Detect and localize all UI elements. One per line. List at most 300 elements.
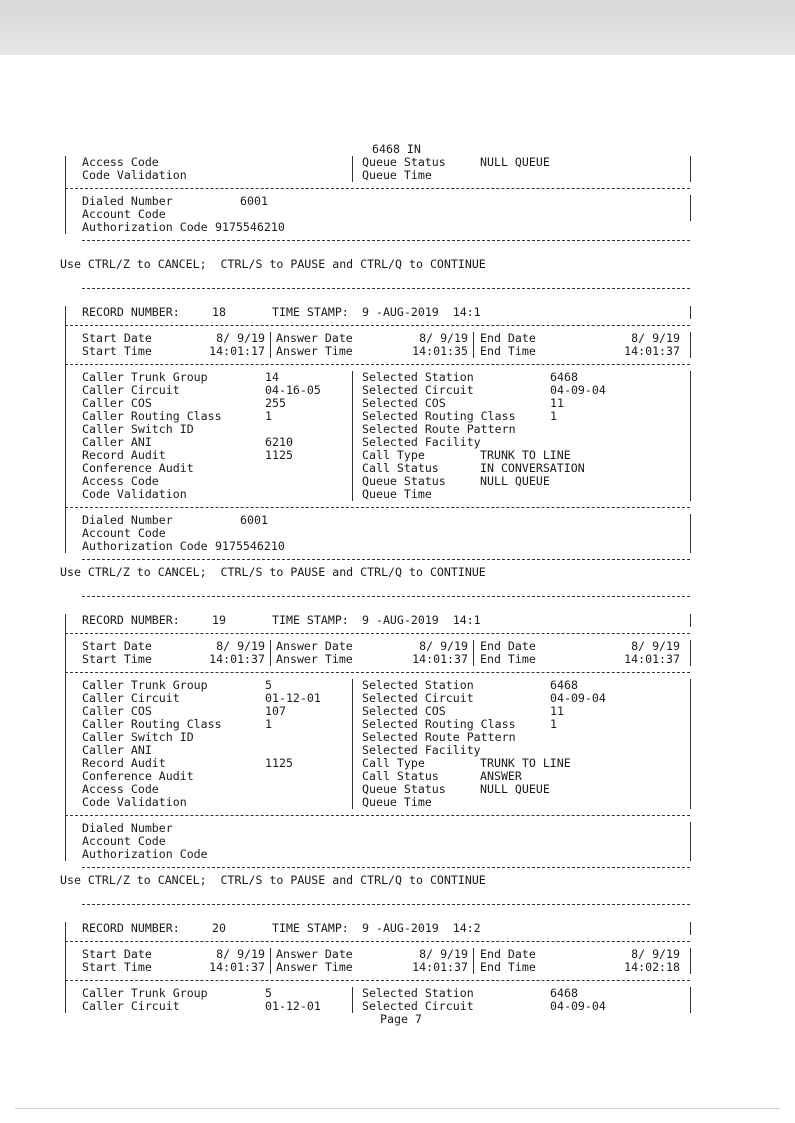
column-separator <box>65 744 66 757</box>
right-field-label: Selected Routing Class <box>362 717 516 731</box>
queue-status-label: Queue Status <box>362 155 446 169</box>
column-separator <box>352 475 353 488</box>
column-separator <box>65 922 66 935</box>
dashed-separator <box>65 672 690 673</box>
left-field-label: Caller Circuit <box>82 999 180 1013</box>
start-date-value: 8/ 9/19 <box>216 331 265 345</box>
blank-line <box>60 887 760 898</box>
right-field-label: Selected Facility <box>362 435 481 449</box>
column-separator <box>65 948 66 961</box>
column-separator <box>270 948 271 961</box>
column-separator <box>65 182 66 195</box>
left-field-label: Caller ANI <box>82 435 152 449</box>
queue-time-label: Queue Time <box>362 168 432 182</box>
column-separator <box>65 332 66 345</box>
right-field-label: Selected COS <box>362 396 446 410</box>
column-separator <box>473 961 474 974</box>
left-field-label: Code Validation <box>82 487 187 501</box>
column-separator <box>65 1000 66 1013</box>
column-separator <box>65 770 66 783</box>
left-field-label: Caller Switch ID <box>82 730 194 744</box>
dashed-separator <box>82 559 690 560</box>
dashed-separator <box>82 240 690 241</box>
answer-time-value: 14:01:37 <box>412 652 468 666</box>
column-separator <box>352 1000 353 1013</box>
time-stamp-value: 9 -AUG-2019 14:1 <box>362 613 481 627</box>
right-field-value: 04-09-04 <box>550 999 606 1013</box>
left-field-value: 255 <box>265 396 286 410</box>
answer-date-value: 8/ 9/19 <box>419 947 468 961</box>
end-time-label: End Time <box>480 652 536 666</box>
left-field-label: Caller Trunk Group <box>82 986 208 1000</box>
column-separator <box>690 614 691 627</box>
column-separator <box>690 961 691 974</box>
column-separator <box>352 757 353 770</box>
column-separator <box>65 961 66 974</box>
left-field-label: Conference Audit <box>82 769 194 783</box>
time-stamp-label: TIME STAMP: <box>272 613 349 627</box>
right-field-label: Call Status <box>362 461 439 475</box>
right-field-label: Queue Status <box>362 782 446 796</box>
end-time-label: End Time <box>480 960 536 974</box>
answer-time-label: Answer Time <box>276 960 353 974</box>
column-separator <box>65 488 66 501</box>
column-separator <box>690 744 691 757</box>
answer-time-value: 14:01:37 <box>412 960 468 974</box>
dashed-separator <box>65 941 690 942</box>
column-separator <box>352 796 353 809</box>
right-field-value: 6468 <box>550 986 578 1000</box>
left-field-label: Caller Circuit <box>82 383 180 397</box>
left-field-label: Caller COS <box>82 396 152 410</box>
end-date-label: End Date <box>480 331 536 345</box>
authorization-code-label: Authorization Code <box>82 220 208 234</box>
authorization-code-value: 9175546210 <box>215 539 285 553</box>
scan-top-band <box>0 0 795 55</box>
times-row <box>60 345 760 358</box>
column-separator <box>65 718 66 731</box>
left-field-label: Code Validation <box>82 795 187 809</box>
right-field-label: Queue Time <box>362 795 432 809</box>
column-separator <box>352 705 353 718</box>
start-date-value: 8/ 9/19 <box>216 639 265 653</box>
right-field-label: Selected Circuit <box>362 999 474 1013</box>
right-field-value: 04-09-04 <box>550 691 606 705</box>
dialed-number-label: Dialed Number <box>82 821 173 835</box>
queue-status-value: NULL QUEUE <box>480 155 550 169</box>
column-separator <box>473 653 474 666</box>
column-separator <box>473 345 474 358</box>
column-separator <box>65 462 66 475</box>
column-separator <box>690 692 691 705</box>
column-separator <box>65 705 66 718</box>
control-prompt <box>60 874 760 887</box>
column-separator <box>65 692 66 705</box>
dashed-separator <box>65 507 690 508</box>
column-separator <box>270 961 271 974</box>
right-field-value: 6468 <box>550 370 578 384</box>
column-separator <box>690 540 691 553</box>
column-separator <box>65 514 66 527</box>
right-field-label: Selected Station <box>362 678 474 692</box>
column-separator <box>352 436 353 449</box>
column-separator <box>690 705 691 718</box>
column-separator <box>65 666 66 679</box>
right-field-label: Selected Station <box>362 370 474 384</box>
column-separator <box>352 156 353 169</box>
column-separator <box>65 848 66 861</box>
column-separator <box>65 319 66 332</box>
start-date-label: Start Date <box>82 947 152 961</box>
column-separator <box>690 770 691 783</box>
column-separator <box>65 345 66 358</box>
column-separator <box>690 718 691 731</box>
right-field-label: Selected Facility <box>362 743 481 757</box>
column-separator <box>352 744 353 757</box>
time-stamp-label: TIME STAMP: <box>272 305 349 319</box>
column-separator <box>690 783 691 796</box>
left-field-value: 1 <box>265 409 272 423</box>
end-time-value: 14:01:37 <box>624 344 680 358</box>
answer-date-value: 8/ 9/19 <box>419 331 468 345</box>
dashed-rule <box>60 590 760 603</box>
answer-date-value: 8/ 9/19 <box>419 639 468 653</box>
scan-bottom-rule <box>15 1108 780 1109</box>
column-separator <box>690 345 691 358</box>
column-separator <box>690 987 691 1000</box>
column-separator <box>65 306 66 319</box>
column-separator <box>352 731 353 744</box>
authorization-row <box>60 848 760 861</box>
dashed-separator <box>65 325 690 326</box>
column-separator <box>65 371 66 384</box>
column-separator <box>65 169 66 182</box>
record-number-value: 20 <box>212 921 226 935</box>
column-separator <box>690 835 691 848</box>
dashed-separator <box>65 633 690 634</box>
right-field-value: IN CONVERSATION <box>480 461 585 475</box>
left-field-label: Caller Circuit <box>82 691 180 705</box>
column-separator <box>690 1000 691 1013</box>
record-header <box>60 614 760 627</box>
right-field-label: Selected Station <box>362 986 474 1000</box>
column-separator <box>65 358 66 371</box>
left-field-value: 6210 <box>265 435 293 449</box>
answer-date-label: Answer Date <box>276 947 353 961</box>
dashed-separator <box>65 980 690 981</box>
column-separator <box>65 475 66 488</box>
column-separator <box>690 822 691 835</box>
right-field-label: Queue Time <box>362 487 432 501</box>
start-time-value: 14:01:37 <box>209 652 265 666</box>
left-field-label: Caller Trunk Group <box>82 678 208 692</box>
column-separator <box>65 731 66 744</box>
column-separator <box>690 796 691 809</box>
left-field-value: 5 <box>265 678 272 692</box>
left-field-label: Caller ANI <box>82 743 152 757</box>
column-separator <box>690 488 691 501</box>
column-separator <box>690 948 691 961</box>
column-separator <box>65 221 66 234</box>
column-separator <box>690 410 691 423</box>
field-row <box>60 796 760 809</box>
column-separator <box>690 475 691 488</box>
times-row <box>60 961 760 974</box>
left-field-value: 14 <box>265 370 279 384</box>
right-field-label: Queue Status <box>362 474 446 488</box>
column-separator <box>65 757 66 770</box>
column-separator <box>690 653 691 666</box>
left-field-label: Caller Routing Class <box>82 409 222 423</box>
right-field-label: Selected COS <box>362 704 446 718</box>
column-separator <box>65 835 66 848</box>
column-separator <box>352 679 353 692</box>
left-field-label: Access Code <box>82 782 159 796</box>
right-field-value: TRUNK TO LINE <box>480 756 571 770</box>
station-in-value: 6468 IN <box>372 142 421 156</box>
dashed-separator <box>82 596 690 597</box>
column-separator <box>690 306 691 319</box>
left-field-label: Record Audit <box>82 756 166 770</box>
column-separator <box>690 384 691 397</box>
end-time-value: 14:02:18 <box>624 960 680 974</box>
column-separator <box>65 410 66 423</box>
dialed-number-value: 6001 <box>240 194 268 208</box>
control-prompt <box>60 258 760 271</box>
column-separator <box>65 974 66 987</box>
record-header <box>60 306 760 319</box>
column-separator <box>690 371 691 384</box>
left-field-label: Caller Switch ID <box>82 422 194 436</box>
right-field-value: 11 <box>550 704 564 718</box>
column-separator <box>65 208 66 221</box>
start-time-label: Start Time <box>82 344 152 358</box>
column-separator <box>65 195 66 208</box>
end-date-value: 8/ 9/19 <box>631 947 680 961</box>
left-field-value: 5 <box>265 986 272 1000</box>
left-field-label: Caller Routing Class <box>82 717 222 731</box>
end-time-value: 14:01:37 <box>624 652 680 666</box>
account-code-label: Account Code <box>82 526 166 540</box>
time-stamp-value: 9 -AUG-2019 14:1 <box>362 305 481 319</box>
column-separator <box>352 718 353 731</box>
column-separator <box>65 614 66 627</box>
column-separator <box>65 527 66 540</box>
column-separator <box>65 540 66 553</box>
left-field-value: 01-12-01 <box>265 999 321 1013</box>
record-number-label: RECORD NUMBER: <box>82 921 180 935</box>
column-separator <box>473 640 474 653</box>
column-separator <box>690 731 691 744</box>
column-separator <box>690 195 691 208</box>
column-separator <box>352 488 353 501</box>
column-separator <box>473 948 474 961</box>
authorization-code-label: Authorization Code <box>82 847 208 861</box>
dashed-rule <box>60 234 760 247</box>
start-date-value: 8/ 9/19 <box>216 947 265 961</box>
call-record-printout <box>60 143 760 1026</box>
record-number-label: RECORD NUMBER: <box>82 613 180 627</box>
column-separator <box>65 501 66 514</box>
dashed-separator <box>82 904 690 905</box>
code-validation-label: Code Validation <box>82 168 187 182</box>
column-separator <box>65 423 66 436</box>
column-separator <box>352 371 353 384</box>
column-separator <box>690 332 691 345</box>
start-date-label: Start Date <box>82 639 152 653</box>
column-separator <box>473 332 474 345</box>
column-separator <box>65 822 66 835</box>
right-field-label: Selected Route Pattern <box>362 422 516 436</box>
end-date-label: End Date <box>480 947 536 961</box>
column-separator <box>65 987 66 1000</box>
column-separator <box>65 627 66 640</box>
authorization-row <box>60 221 760 234</box>
column-separator <box>352 692 353 705</box>
dialed-number-value: 6001 <box>240 513 268 527</box>
right-field-value: ANSWER <box>480 769 522 783</box>
column-separator <box>352 423 353 436</box>
dialed-number-label: Dialed Number <box>82 513 173 527</box>
dashed-separator <box>65 188 690 189</box>
control-prompt <box>60 566 760 579</box>
end-date-value: 8/ 9/19 <box>631 331 680 345</box>
start-time-label: Start Time <box>82 960 152 974</box>
column-separator <box>65 640 66 653</box>
column-separator <box>352 770 353 783</box>
column-separator <box>65 397 66 410</box>
column-separator <box>65 935 66 948</box>
answer-date-label: Answer Date <box>276 331 353 345</box>
column-separator <box>270 332 271 345</box>
blank-line <box>60 271 760 282</box>
field-row <box>60 488 760 501</box>
dashed-rule <box>60 898 760 911</box>
column-separator <box>690 169 691 182</box>
dashed-rule <box>60 282 760 295</box>
control-prompt-text: Use CTRL/Z to CANCEL; CTRL/S to PAUSE and CTRL/Q to CONTINUE <box>60 873 486 887</box>
column-separator <box>65 796 66 809</box>
authorization-code-label: Authorization Code <box>82 539 208 553</box>
column-separator <box>690 757 691 770</box>
column-separator <box>65 783 66 796</box>
blank-line <box>60 579 760 590</box>
column-separator <box>690 848 691 861</box>
right-field-label: Call Status <box>362 769 439 783</box>
column-separator <box>270 653 271 666</box>
column-separator <box>690 462 691 475</box>
control-prompt-text: Use CTRL/Z to CANCEL; CTRL/S to PAUSE and CTRL/Q to CONTINUE <box>60 257 486 271</box>
column-separator <box>690 640 691 653</box>
dashed-separator <box>65 364 690 365</box>
left-field-value: 107 <box>265 704 286 718</box>
column-separator <box>352 987 353 1000</box>
left-field-value: 04-16-05 <box>265 383 321 397</box>
column-separator <box>352 449 353 462</box>
authorization-code-value: 9175546210 <box>215 220 285 234</box>
column-separator <box>690 922 691 935</box>
start-time-value: 14:01:37 <box>209 960 265 974</box>
account-code-label: Account Code <box>82 834 166 848</box>
column-separator <box>690 449 691 462</box>
answer-date-label: Answer Date <box>276 639 353 653</box>
answer-time-label: Answer Time <box>276 344 353 358</box>
record-number-value: 19 <box>212 613 226 627</box>
column-separator <box>690 514 691 527</box>
page-footer-line <box>60 1013 760 1026</box>
right-field-value: 11 <box>550 396 564 410</box>
column-separator <box>65 809 66 822</box>
left-field-value: 1 <box>265 717 272 731</box>
column-separator <box>352 397 353 410</box>
column-separator <box>352 783 353 796</box>
right-field-value: NULL QUEUE <box>480 782 550 796</box>
column-separator <box>690 423 691 436</box>
left-field-label: Conference Audit <box>82 461 194 475</box>
column-separator <box>65 679 66 692</box>
right-field-value: NULL QUEUE <box>480 474 550 488</box>
right-field-label: Selected Route Pattern <box>362 730 516 744</box>
column-separator <box>352 462 353 475</box>
right-field-value: 6468 <box>550 678 578 692</box>
left-field-label: Access Code <box>82 474 159 488</box>
column-separator <box>690 156 691 169</box>
column-separator <box>352 169 353 182</box>
column-separator <box>65 156 66 169</box>
end-time-label: End Time <box>480 344 536 358</box>
right-field-label: Call Type <box>362 448 425 462</box>
right-field-label: Selected Circuit <box>362 691 474 705</box>
end-date-label: End Date <box>480 639 536 653</box>
dashed-separator <box>82 867 690 868</box>
column-separator <box>690 208 691 221</box>
control-prompt-text: Use CTRL/Z to CANCEL; CTRL/S to PAUSE and CTRL/Q to CONTINUE <box>60 565 486 579</box>
right-field-value: 04-09-04 <box>550 383 606 397</box>
times-row <box>60 653 760 666</box>
fragment-row <box>60 169 760 182</box>
answer-time-value: 14:01:35 <box>412 344 468 358</box>
column-separator <box>65 449 66 462</box>
record-header <box>60 922 760 935</box>
left-field-value: 01-12-01 <box>265 691 321 705</box>
column-separator <box>690 397 691 410</box>
time-stamp-value: 9 -AUG-2019 14:2 <box>362 921 481 935</box>
answer-time-label: Answer Time <box>276 652 353 666</box>
start-date-label: Start Date <box>82 331 152 345</box>
record-number-label: RECORD NUMBER: <box>82 305 180 319</box>
column-separator <box>690 436 691 449</box>
column-separator <box>270 640 271 653</box>
right-field-value: TRUNK TO LINE <box>480 448 571 462</box>
column-separator <box>690 679 691 692</box>
column-separator <box>352 410 353 423</box>
authorization-row <box>60 540 760 553</box>
left-field-label: Record Audit <box>82 448 166 462</box>
column-separator <box>270 345 271 358</box>
dialed-number-label: Dialed Number <box>82 194 173 208</box>
start-time-label: Start Time <box>82 652 152 666</box>
right-field-label: Call Type <box>362 756 425 770</box>
access-code-label: Access Code <box>82 155 159 169</box>
end-date-value: 8/ 9/19 <box>631 639 680 653</box>
right-field-value: 1 <box>550 717 557 731</box>
right-field-value: 1 <box>550 409 557 423</box>
start-time-value: 14:01:17 <box>209 344 265 358</box>
left-field-label: Caller COS <box>82 704 152 718</box>
page-number: Page 7 <box>380 1012 422 1026</box>
time-stamp-label: TIME STAMP: <box>272 921 349 935</box>
account-code-label: Account Code <box>82 207 166 221</box>
